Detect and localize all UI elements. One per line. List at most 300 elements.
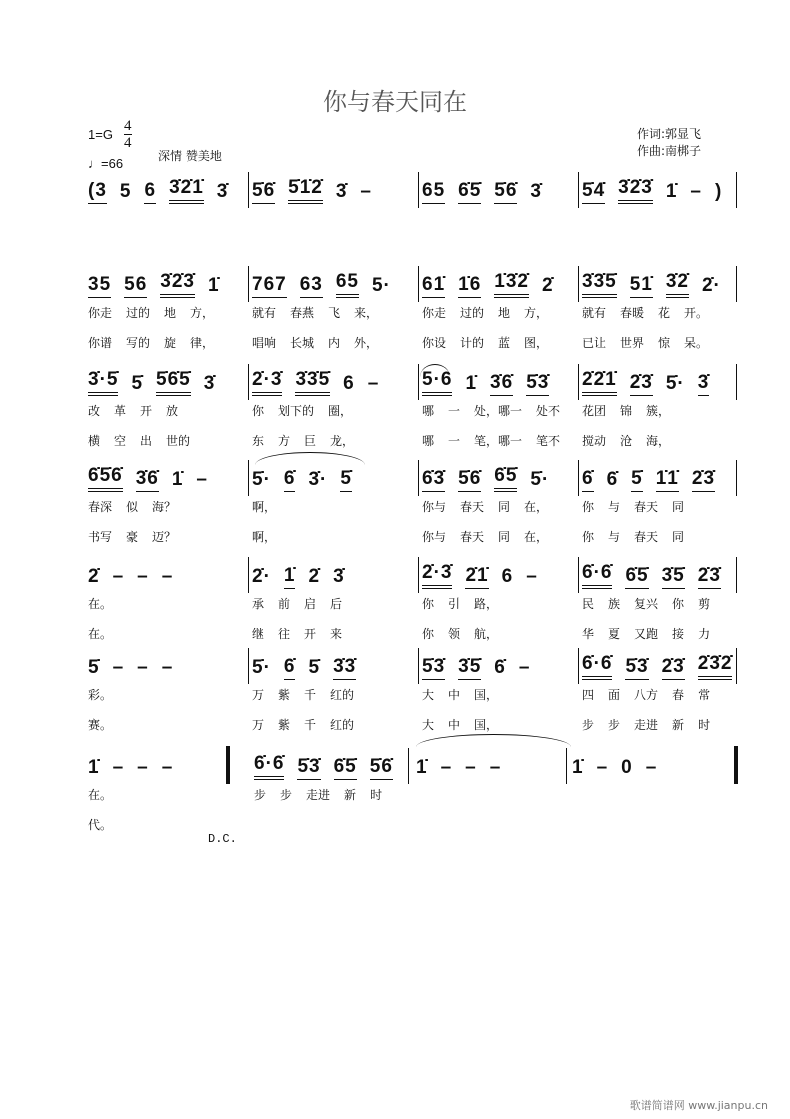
lyric-syllable: 横	[88, 434, 101, 448]
barline	[418, 266, 419, 302]
lyric-syllable: 呆。	[684, 336, 709, 350]
notes-row	[422, 562, 538, 589]
note-group: (3	[88, 181, 107, 204]
note-group: 5̇6̇	[494, 181, 517, 204]
lyric-line-verse-1	[422, 498, 549, 516]
lyric-syllable: 处，哪一	[474, 404, 523, 418]
lyric-syllable: 剪	[698, 597, 711, 611]
lyric-syllable: 大	[422, 718, 435, 732]
notes-row	[88, 465, 208, 492]
note-group: –	[465, 757, 477, 778]
note-group: 1̇	[572, 757, 584, 778]
barline	[578, 172, 579, 208]
lyric-syllable: 万	[252, 688, 265, 702]
lyric-syllable: 在。	[88, 597, 113, 611]
note-group: –	[489, 757, 502, 778]
note-group: –	[161, 657, 174, 678]
barline	[248, 557, 249, 593]
lyric-syllable: 哪	[422, 404, 435, 418]
lyric-line-verse-2	[422, 432, 560, 450]
note-group: 5̇6̇	[458, 469, 481, 492]
measure	[252, 271, 391, 360]
lyric-syllable: 四	[582, 688, 595, 702]
note-group: 3̇·5̇	[88, 370, 118, 396]
lyric-syllable: 航，	[474, 627, 499, 641]
lyric-syllable: 放	[166, 404, 179, 418]
composer: 作曲:南梆子	[637, 144, 702, 158]
note-group: 5̇	[131, 373, 144, 394]
barline	[578, 266, 579, 302]
note-group: 5̇·	[665, 373, 685, 394]
note-group: 6̇·6̇	[582, 563, 612, 589]
notes-row	[88, 369, 216, 396]
lyric-line-verse-2	[422, 334, 554, 352]
lyric-line-verse-1	[252, 686, 356, 704]
barline	[248, 460, 249, 496]
lyric-syllable: 领	[448, 627, 461, 641]
note-group: 6̇	[582, 469, 594, 492]
barline	[418, 460, 419, 496]
measure	[582, 177, 723, 266]
lyric-syllable: 你	[672, 597, 685, 611]
lyric-line-verse-1	[254, 786, 393, 804]
lyric-line-verse-1	[88, 498, 208, 516]
da-capo-marking: D.C.	[208, 832, 237, 846]
lyric-syllable: 旋	[164, 336, 177, 350]
lyric-syllable: 华	[582, 627, 595, 641]
measure	[88, 465, 208, 554]
lyric-syllable: 中	[448, 688, 461, 702]
lyric-line-verse-1	[252, 402, 379, 420]
lyric-syllable: 复兴	[634, 597, 659, 611]
lyric-line-verse-2	[88, 334, 220, 352]
lyric-syllable: 方	[278, 434, 291, 448]
note-group: 6	[343, 373, 355, 394]
notes-row	[88, 565, 173, 589]
lyric-syllable: 春深	[88, 500, 113, 514]
measure	[582, 562, 721, 651]
lyric-syllable: 红的	[330, 688, 355, 702]
note-group: 3̇6̇	[490, 373, 513, 396]
notes-row	[582, 177, 723, 204]
lyric-line-verse-2	[252, 716, 356, 734]
lyric-syllable: 来，	[354, 306, 379, 320]
measure	[582, 271, 721, 360]
note-group: 5̇·	[252, 657, 271, 678]
lyric-syllable: 红的	[330, 718, 355, 732]
lyric-syllable: 新	[672, 718, 685, 732]
lyric-syllable: 国，	[474, 718, 499, 732]
note-group: 5̇1̇2̇	[288, 178, 323, 204]
lyric-syllable: 紫	[278, 688, 291, 702]
lyric-syllable: 笔不	[536, 434, 561, 448]
lyric-line-verse-1	[422, 686, 530, 704]
barline	[418, 172, 419, 208]
note-group: –	[360, 181, 372, 202]
lyric-syllable: 世的	[166, 434, 191, 448]
note-group: 6̇5̇	[458, 181, 481, 204]
note-group: 2̇·	[701, 275, 721, 296]
lyric-syllable: 方，	[524, 306, 549, 320]
time-sig-top: 4	[124, 118, 132, 134]
barline	[248, 266, 249, 302]
lyric-syllable: 就有	[582, 306, 607, 320]
lyric-syllable: 在。	[88, 627, 113, 641]
lyric-line-verse-2	[252, 334, 391, 352]
measure	[582, 653, 733, 742]
lyric-syllable: 豪	[126, 530, 139, 544]
lyric-syllable: 啊，	[252, 530, 277, 544]
measure	[254, 753, 393, 842]
lyric-syllable: 海，	[646, 434, 671, 448]
note-group: 6̇5̇6̇	[88, 466, 123, 492]
barline	[736, 557, 737, 593]
note-group: –	[596, 757, 609, 778]
lyric-syllable: 步	[254, 788, 267, 802]
lyric-syllable: 一	[448, 404, 461, 418]
note-group: 3̇	[698, 373, 710, 396]
measure	[88, 271, 220, 360]
lyric-syllable: 东	[252, 434, 265, 448]
barline	[736, 460, 737, 496]
lyric-syllable: 外，	[354, 336, 379, 350]
note-group: 2̇3̇	[692, 469, 715, 492]
note-group: 6	[144, 181, 156, 204]
barline	[566, 748, 567, 784]
lyric-syllable: 赛。	[88, 718, 113, 732]
measure	[88, 565, 173, 651]
lyric-line-verse-2	[88, 625, 173, 643]
lyric-syllable: 万	[252, 718, 265, 732]
note-group: 6̇	[284, 469, 296, 492]
lyric-line-verse-2	[582, 432, 709, 450]
lyric-syllable: 地	[498, 306, 511, 320]
lyric-syllable: 哪	[422, 434, 435, 448]
double-barline	[226, 746, 230, 784]
notes-row	[254, 753, 393, 780]
note-group: 3̇3̇	[333, 657, 356, 680]
note-group: –	[137, 757, 149, 778]
notes-row	[422, 271, 554, 298]
barline	[248, 648, 249, 684]
notes-row	[422, 656, 530, 680]
lyric-syllable: 你走	[88, 306, 113, 320]
lyric-line-verse-2	[252, 432, 379, 450]
lyric-syllable: 笔，哪一	[474, 434, 523, 448]
note-group: 3̇5̇	[662, 566, 685, 589]
lyric-syllable: 同	[672, 530, 685, 544]
lyric-syllable: 力	[698, 627, 711, 641]
lyric-syllable: 春天	[460, 500, 485, 514]
notes-row	[252, 656, 356, 680]
lyric-line-verse-1	[582, 498, 715, 516]
measure	[88, 656, 173, 742]
measure	[422, 465, 550, 554]
lyric-syllable: 处不	[536, 404, 561, 418]
lyric-syllable: 往	[278, 627, 291, 641]
lyric-syllable: 你	[422, 627, 435, 641]
lyric-line-verse-1	[88, 402, 215, 420]
lyric-syllable: 时	[698, 718, 711, 732]
measure	[252, 656, 356, 742]
measure	[252, 565, 345, 651]
lyric-syllable: 同	[672, 500, 685, 514]
note-group: –	[645, 757, 658, 778]
lyric-syllable: 千	[304, 718, 317, 732]
note-group: 3̇	[333, 566, 345, 587]
lyric-syllable: 啊，	[252, 500, 277, 514]
lyric-line-verse-2	[88, 716, 173, 734]
lyric-syllable: 迈？	[152, 530, 177, 544]
time-sig-bottom: 4	[124, 135, 132, 151]
lyric-line-verse-1	[582, 402, 709, 420]
note-group: –	[137, 566, 149, 587]
lyric-syllable: 方，	[190, 306, 215, 320]
note-group: 1̇	[88, 757, 100, 778]
measure	[422, 180, 542, 266]
measure	[422, 656, 530, 742]
lyric-syllable: 大	[422, 688, 435, 702]
song-title: 你与春天同在	[323, 88, 467, 116]
lyric-syllable: 你与	[422, 500, 447, 514]
lyric-line-verse-2	[88, 528, 208, 546]
notes-row	[252, 369, 380, 396]
note-group: 0	[621, 757, 633, 778]
lyric-line-verse-2	[252, 528, 352, 546]
measure	[582, 468, 715, 554]
lyric-syllable: 在。	[88, 788, 113, 802]
lyric-line-verse-1	[88, 595, 173, 613]
lyric-syllable: 已让	[582, 336, 607, 350]
barline	[578, 648, 579, 684]
lyric-line-verse-1	[582, 304, 721, 322]
lyric-line-verse-2	[582, 625, 721, 643]
note-group: 63	[300, 275, 323, 298]
lyric-syllable: 步	[608, 718, 621, 732]
watermark: 歌谱简谱网 www.jianpu.cn	[629, 1099, 768, 1112]
barline	[578, 460, 579, 496]
notes-row	[416, 756, 501, 780]
lyric-syllable: 春燕	[290, 306, 315, 320]
lyricist: 作词:郭显飞	[637, 127, 702, 141]
note-group: –	[690, 181, 702, 202]
lyric-line-verse-2	[582, 716, 732, 734]
note-group: 5·	[371, 275, 391, 296]
note-group: 3̇5̇	[458, 657, 481, 680]
note-group: 2̇·3̇	[422, 563, 452, 589]
lyric-syllable: 与	[608, 500, 621, 514]
note-group: 6̇3̇	[422, 469, 445, 492]
notes-row	[582, 369, 710, 396]
lyric-syllable: 出	[140, 434, 153, 448]
measure	[582, 369, 710, 458]
lyric-syllable: 内	[328, 336, 341, 350]
barline	[418, 648, 419, 684]
note-group: 3̇3̇5̇	[295, 370, 330, 396]
lyric-syllable: 你	[582, 530, 595, 544]
lyric-syllable: 八方	[634, 688, 659, 702]
lyric-syllable: 搅动	[582, 434, 607, 448]
notes-row	[582, 271, 721, 298]
note-group: 1̇6	[458, 275, 481, 298]
note-group: 3̇	[530, 181, 542, 202]
note-group: 1̇	[207, 275, 220, 296]
note-group: –	[112, 757, 125, 778]
note-group: 5̇6̇	[370, 757, 393, 780]
lyric-syllable: 时	[370, 788, 383, 802]
notes-row	[252, 177, 372, 204]
notes-row	[88, 756, 173, 780]
lyric-syllable: 锦	[620, 404, 633, 418]
lyric-syllable: 在，	[524, 500, 549, 514]
lyric-syllable: 国，	[474, 688, 499, 702]
lyric-syllable: 春	[672, 688, 685, 702]
note-group: 5	[119, 181, 132, 202]
note-group: 2̇·3̇	[252, 370, 282, 396]
barline	[418, 557, 419, 593]
note-group: 2̇	[88, 566, 100, 587]
note-group: 2̇	[308, 566, 321, 587]
barline	[736, 364, 737, 400]
measure	[88, 369, 216, 458]
note-group: 1̇	[465, 373, 478, 394]
lyric-syllable: 夏	[608, 627, 621, 641]
note-group: 5̇3̇	[422, 657, 445, 680]
note-group: 3̇2̇1̇	[169, 178, 204, 204]
lyric-syllable: 春天	[460, 530, 485, 544]
lyric-syllable: 来	[330, 627, 343, 641]
notes-row	[422, 180, 542, 204]
notes-row	[582, 562, 721, 589]
lyric-syllable: 龙，	[330, 434, 355, 448]
key-signature: 1=G	[88, 127, 113, 142]
notes-row	[88, 177, 229, 204]
lyric-syllable: 春天	[634, 500, 659, 514]
note-group: 3̇6̇	[136, 469, 159, 492]
lyric-syllable: 开	[140, 404, 153, 418]
note-group: 2̇3̇	[662, 657, 685, 680]
tempo-marking: ♩=66	[88, 156, 124, 171]
note-group: –	[518, 657, 531, 678]
note-group: 6̇	[606, 469, 619, 490]
notes-row	[572, 756, 657, 780]
note-group: –	[526, 566, 538, 587]
note-group: 3̇	[216, 181, 229, 202]
note-group: –	[112, 566, 125, 587]
note-group: 3̇	[203, 373, 216, 394]
lyric-syllable: 唱响	[252, 336, 277, 350]
note-group: 2̇3̇	[698, 566, 721, 589]
note-group: 1̇	[171, 469, 184, 490]
barline	[418, 364, 419, 400]
lyric-syllable: 海？	[152, 500, 177, 514]
note-group: –	[161, 757, 174, 778]
note-group: 65	[336, 272, 359, 298]
notes-row	[252, 565, 345, 589]
note-group: 6̇	[494, 657, 506, 678]
lyric-syllable: 地	[164, 306, 177, 320]
time-signature	[124, 118, 132, 151]
lyric-syllable: 民	[582, 597, 595, 611]
lyric-syllable: 后	[330, 597, 343, 611]
lyric-syllable: 你	[252, 404, 265, 418]
lyric-line-verse-1	[252, 498, 352, 516]
note-group: 2̇2̇1̇	[582, 370, 617, 396]
lyric-line-verse-1	[422, 595, 538, 613]
notes-row	[582, 653, 733, 680]
lyric-syllable: 巨	[304, 434, 317, 448]
note-group: 2̇1̇	[465, 566, 488, 589]
lyric-line-verse-1	[582, 686, 732, 704]
lyric-syllable: 春暖	[620, 306, 645, 320]
lyric-syllable: 簇，	[646, 404, 671, 418]
lyric-syllable: 世界	[620, 336, 645, 350]
note-group: –	[161, 566, 174, 587]
note-group: 35	[88, 275, 111, 298]
lyric-syllable: 你走	[422, 306, 447, 320]
lyric-line-verse-2	[582, 528, 715, 546]
measure	[252, 177, 372, 266]
notes-row	[252, 271, 391, 298]
lyric-syllable: 花	[658, 306, 671, 320]
lyric-line-verse-1	[422, 402, 560, 420]
notes-row	[88, 271, 220, 298]
lyric-syllable: 启	[304, 597, 317, 611]
lyric-syllable: 中	[448, 718, 461, 732]
note-group: 5̇·	[252, 469, 271, 490]
lyric-syllable: 计的	[460, 336, 485, 350]
lyric-line-verse-2	[422, 528, 549, 546]
lyric-syllable: 同	[498, 500, 511, 514]
measure	[416, 756, 501, 842]
lyric-line-verse-1	[88, 304, 220, 322]
lyric-syllable: 步	[582, 718, 595, 732]
lyric-syllable: 前	[278, 597, 291, 611]
note-group: 6̇·6̇	[254, 754, 284, 780]
note-group: 5̇3̇	[625, 657, 648, 680]
measure	[88, 756, 173, 842]
note-group: 1̇	[284, 566, 296, 589]
lyric-syllable: 千	[304, 688, 317, 702]
lyric-syllable: 接	[672, 627, 685, 641]
note-group: 6̇	[284, 657, 296, 680]
lyric-syllable: 紫	[278, 718, 291, 732]
lyric-syllable: 步	[280, 788, 293, 802]
note-group: 6̇5̇	[625, 566, 648, 589]
note-group: 65	[422, 181, 445, 204]
lyric-syllable: 走进	[634, 718, 659, 732]
note-group: –	[367, 373, 380, 394]
lyric-syllable: 你与	[422, 530, 447, 544]
note-group: 2̇3̇	[630, 373, 653, 396]
note-group: 5̇·	[530, 469, 550, 490]
lyric-syllable: 划下的	[278, 404, 315, 418]
note-group: 5̇	[631, 469, 643, 492]
notes-row	[252, 468, 352, 492]
lyric-line-verse-1	[582, 595, 721, 613]
lyric-syllable: 蓝	[498, 336, 511, 350]
lyric-syllable: 引	[448, 597, 461, 611]
note-group: 1̇3̇2̇	[494, 272, 529, 298]
lyric-syllable: 惊	[658, 336, 671, 350]
slur-arc	[420, 364, 450, 377]
note-group: 3̇2̇3̇	[160, 272, 195, 298]
lyric-syllable: 你谱	[88, 336, 113, 350]
measure	[422, 369, 561, 458]
note-group: 2̇·	[252, 566, 271, 587]
note-group: 5̇	[88, 657, 100, 678]
lyric-syllable: 革	[114, 404, 127, 418]
